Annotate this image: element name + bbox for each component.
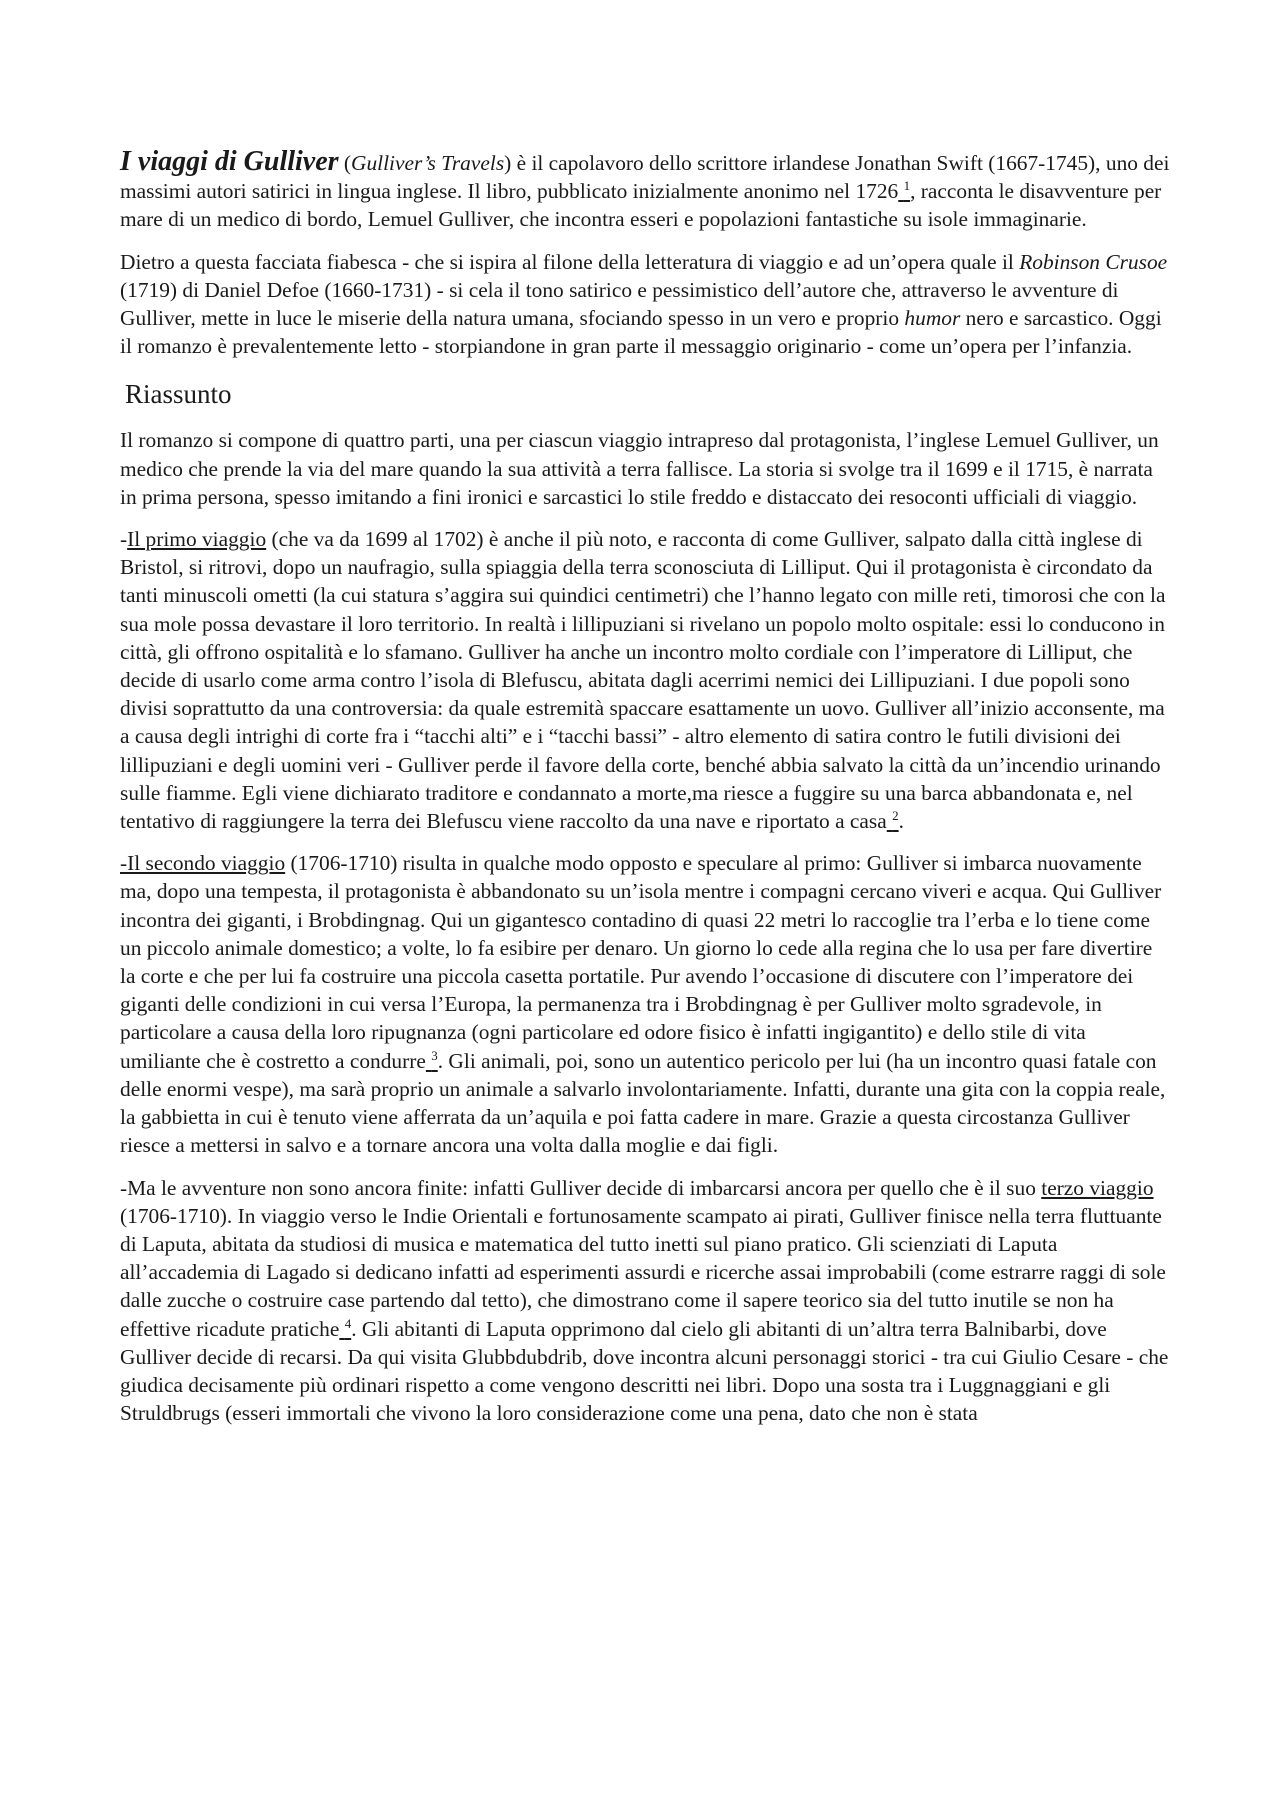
dash: - [120, 527, 128, 552]
robinson-crusoe-title: Robinson Crusoe [1019, 249, 1168, 274]
first-voyage-link[interactable]: Il primo viaggio [127, 527, 267, 552]
document-page [120, 148, 1170, 1441]
third-voyage-text-2: . Gli abitanti di Laputa opprimono dal cielo gli abitanti di un’altra terra Balnibarbi, dove Gulliver decide di recarsi. Da qui visita Glubbdubdrib, dove incontra alcuni personaggi storici - tra cui Giulio Cesare - che giudica decisamente più ordinari rispetto a come vengono descritti nei libri. Dopo una sosta tra i Luggnaggiani e gli Struldbrugs (esseri immortali che vivono la loro considerazione come una pena, dato che non è stata [120, 1316, 1169, 1426]
third-voyage-text-1: (1706-1710). In viaggio verso le Indie Orientali e fortunosamente scampato ai pirati, Gulliver finisce nella terra fluttuante di Laputa, abitata da studiosi di musica e matematica del tutto inetti sul piano pratico. Gli scienziati di Laputa all’accademia di Lagado si dedicano infatti ad esperimenti assurdi e ricerche assai improbabili (come estrarre raggi di sole dalle zucche o costruire case partendo dal tetto), che dimostrano come il sapere teorico sia del tutto inutile se non ha effettive ricadute pratiche [120, 1203, 1166, 1341]
summary-paragraph: Il romanzo si compone di quattro parti, una per ciascun viaggio intrapreso dal protagonista, l’inglese Lemuel Gulliver, un medico che prende la via del mare quando la sua attività a terra fallisce. La storia si svolge tra il 1699 e il 1715, è narrata in prima persona, spesso imitando a fini ironici e sarcastici lo stile freddo e distaccato dei resoconti ufficiali di viaggio. [120, 428, 1159, 509]
intro-paragraph [120, 148, 1170, 234]
footnote-ref-2[interactable]: 2 [892, 807, 899, 823]
footnote-ref-1[interactable]: 1 [903, 178, 911, 194]
intro-text-1: ) è il capolavoro dello scrittore irlandese Jonathan Swift (1667-1745), uno dei massimi autori satirici in lingua inglese. Il libro, pubblicato inizialmente anonimo nel 1726 [120, 151, 1170, 204]
intro-text-2: , racconta le disavventure per mare di un medico di bordo, Lemuel Gulliver, che incontra esseri e popolazioni fantastiche su isole immaginarie. [120, 179, 1162, 232]
book-title-english: Gulliver’s Travels [351, 151, 505, 175]
first-voyage-end: . [898, 809, 904, 834]
second-voyage-link[interactable]: -Il secondo viaggio [120, 851, 286, 876]
second-voyage-text-1: (1706-1710) risulta in qualche modo opposto e speculare al primo: Gulliver si imbarca nuovamente ma, dopo una tempesta, il protagonista è abbandonato su un’isola mentre i compagni cercano viveri e acqua. Qui Gulliver incontra dei giganti, i Brobdingnag. Qui un gigantesco contadino di quasi 22 metri lo raccoglie tra l’erba e lo tiene come un piccolo animale domestico; a volte, lo fa esibire per denaro. Un giorno lo cede alla regina che lo usa per fare divertire la corte e che per lui fa costruire una piccola casetta portatile. Pur avendo l’occasione di discutere con l’imperatore dei giganti delle condizioni in cui versa l’Europa, la permanenza tra i Brobdingnag è per Gulliver molto sgradevole, in particolare a causa della loro ripugnanza (ogni particolare ed odore fisico è infatti ingigantito) e dello stile di vita umiliante che è costretto a condurre [120, 851, 1162, 1073]
context-text-3: nero e sarcastico. Oggi il romanzo è prevalentemente letto - storpiandone in gran parte il messaggio originario - come un’opera per l’infanzia. [120, 306, 1162, 359]
context-text-2: (1719) di Daniel Defoe (1660-1731) - si cela il tono satirico e pessimistico dell’autore che, attraverso le avventure di Gulliver, mette in luce le miserie della natura umana, sfociando spesso in un vero e proprio [120, 277, 1119, 331]
context-paragraph [120, 248, 1170, 361]
book-title: I viaggi di Gulliver [120, 146, 339, 177]
section-heading-riassunto: Riassunto [125, 379, 232, 410]
first-voyage-paragraph [120, 525, 1170, 835]
footnote-ref-4[interactable]: 4 [344, 1315, 352, 1331]
third-voyage-text-0: -Ma le avventure non sono ancora finite: infatti Gulliver decide di imbarcarsi ancora per quello che è il suo [120, 1175, 1042, 1200]
intro-paren: ( [338, 151, 352, 175]
second-voyage-paragraph [120, 849, 1170, 1159]
third-voyage-link[interactable]: terzo viaggio [1041, 1175, 1154, 1200]
third-voyage-paragraph [120, 1174, 1170, 1428]
context-text-1: Dietro a questa facciata fiabesca - che si ispira al filone della letteratura di viaggio e ad un’opera quale il [120, 249, 1020, 274]
footnote-ref-3[interactable]: 3 [431, 1047, 438, 1063]
humor-word: humor [904, 306, 961, 331]
first-voyage-text: (che va da 1699 al 1702) è anche il più noto, e racconta di come Gulliver, salpato dalla città inglese di Bristol, si ritrovi, dopo un naufragio, sulla spiaggia della terra sconosciuta di Lilliput. Qui il protagonista è circondato da tanti minuscoli ometti (la cui statura s’aggira sui quindici centimetri) che l’hanno legato con mille reti, timorosi che con la sua mole possa devastare il loro territorio. In realtà i lillipuziani si rivelano un popolo molto ospitale: essi lo conducono in città, gli offrono ospitalità e lo sfamano. Gulliver ha anche un incontro molto cordiale con l’imperatore di Lilliput, che decide di usarlo come arma contro l’isola di Blefuscu, abitata dagli acerrimi nemici dei Lillipuziani. I due popoli sono divisi soprattutto da una controversia: da quale estremità spaccare esattamente un uovo. Gulliver all’inizio acconsente, ma a causa degli intrighi di corte fra i “tacchi alti” e i “tacchi bassi” - altro elemento di satira contro le futili divisioni dei lillipuziani e degli uomini veri - Gulliver perde il favore della corte, benché abbia salvato la città da un’incendio urinando sulle fiamme. Egli viene dichiarato traditore e condannato a morte,ma riesce a fuggire su una barca abbandonata e, nel tentativo di raggiungere la terra dei Blefuscu viene raccolto da una nave e riportato a casa [120, 527, 1166, 834]
second-voyage-text-2: . Gli animali, poi, sono un autentico pericolo per lui (ha un incontro quasi fatale con delle enormi vespe), ma sarà proprio un animale a salvarlo involontariamente. Infatti, durante una gita con la coppia reale, la gabbietta in cui è tenuto viene afferrata da un’aquila e poi fatta cadere in mare. Grazie a questa circostanza Gulliver riesce a mettersi in salvo e a tornare ancora una volta dalla moglie e dai figli. [120, 1048, 1166, 1158]
